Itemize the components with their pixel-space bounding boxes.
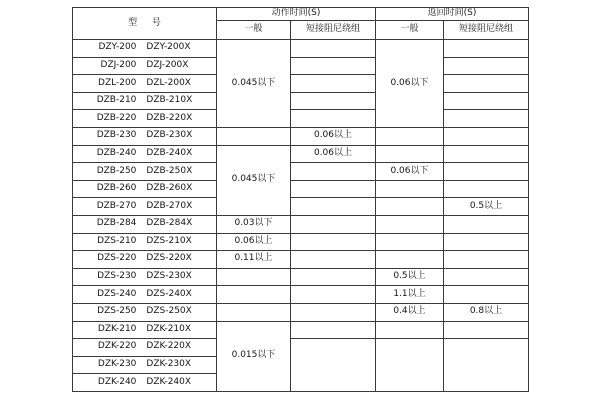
model-cell	[73, 251, 217, 269]
table-row	[73, 268, 529, 286]
model-cell	[73, 233, 217, 251]
cell-return-damping-empty	[444, 40, 529, 58]
model-name: DZB-220	[96, 112, 137, 123]
model-cell	[73, 286, 217, 304]
relay-spec-table	[72, 7, 529, 392]
model-name-x: DZB-270X	[146, 200, 193, 211]
model-name: DZJ-200	[100, 59, 137, 70]
cell-action-damping-empty	[291, 110, 376, 128]
cell-action-damping-empty	[291, 233, 376, 251]
model-cell	[73, 303, 217, 321]
model-name-x: DZB-240X	[146, 147, 193, 158]
table-row	[73, 92, 529, 110]
model-name: DZB-284	[96, 218, 137, 229]
cell-action-damping-empty	[291, 198, 376, 216]
cell-return-damping-empty	[444, 268, 529, 286]
model-cell	[73, 127, 217, 145]
model-cell	[73, 268, 217, 286]
cell-return-general-empty	[376, 127, 444, 145]
model-name: DZB-270	[96, 200, 137, 211]
cell-return-damping-empty	[444, 57, 529, 75]
model-name: DZS-250	[97, 306, 137, 317]
model-name: DZB-230	[96, 130, 137, 141]
model-name-x: DZK-230X	[146, 359, 192, 370]
cell-action-general-empty	[217, 268, 291, 286]
cell-action-damping-empty	[291, 57, 376, 75]
model-name-x: DZS-230X	[146, 271, 192, 282]
header-return-damping: 短接阻尼绕组	[444, 21, 529, 40]
table-row	[73, 127, 529, 145]
cell-action-damping-empty	[291, 286, 376, 304]
cell-action-general-empty	[217, 303, 291, 321]
cell-action-damping-empty	[291, 92, 376, 110]
model-name-x: DZB-220X	[146, 112, 193, 123]
model-cell	[73, 92, 217, 110]
cell-return-damping-empty	[444, 321, 529, 339]
model-name-x: DZJ-200X	[146, 59, 189, 70]
model-cell	[73, 339, 217, 357]
table-row	[73, 303, 529, 321]
table-row	[73, 57, 529, 75]
cell-action-general: 0.11以上	[217, 251, 291, 269]
cell-return-damping-empty	[444, 215, 529, 233]
model-cell	[73, 374, 217, 392]
table-row	[73, 251, 529, 269]
header-model: 型 号	[73, 8, 217, 40]
cell-return-damping: 0.8以上	[444, 303, 529, 321]
model-cell	[73, 57, 217, 75]
cell-action-general: 0.045以下	[217, 40, 291, 128]
model-name-x: DZK-240X	[146, 376, 192, 387]
cell-action-damping-empty	[291, 251, 376, 269]
model-cell	[73, 75, 217, 93]
model-name: DZS-220	[97, 253, 137, 264]
table-row	[73, 321, 529, 339]
table-header	[73, 8, 529, 40]
model-name: DZB-260	[96, 183, 137, 194]
cell-return-general-empty	[376, 321, 444, 339]
model-name: DZK-230	[97, 359, 137, 370]
model-cell	[73, 110, 217, 128]
model-name-x: DZL-200X	[146, 77, 191, 88]
cell-return-general: 0.06以下	[376, 163, 444, 181]
model-name-x: DZB-250X	[146, 165, 193, 176]
table-body	[73, 40, 529, 392]
cell-action-general-empty	[217, 286, 291, 304]
model-name: DZL-200	[98, 77, 137, 88]
model-cell	[73, 356, 217, 374]
cell-return-general: 0.06以下	[376, 40, 444, 128]
model-name: DZS-210	[97, 235, 137, 246]
cell-return-general-empty	[376, 145, 444, 163]
model-cell	[73, 321, 217, 339]
model-name: DZB-250	[96, 165, 137, 176]
cell-action-damping-empty	[291, 163, 376, 181]
cell-action-damping-empty	[291, 303, 376, 321]
cell-return-general-empty	[376, 215, 444, 233]
cell-action-damping	[291, 339, 376, 392]
model-name-x: DZY-200X	[146, 42, 191, 53]
cell-action-damping-empty	[291, 180, 376, 198]
cell-return-damping-empty	[444, 110, 529, 128]
header-action-general: 一般	[217, 21, 291, 40]
cell-return-general: 1.1以上	[376, 286, 444, 304]
model-name: DZS-230	[97, 271, 137, 282]
cell-return-general: 0.4以上	[376, 303, 444, 321]
model-name: DZS-240	[97, 288, 137, 299]
cell-return-general	[376, 339, 444, 392]
cell-action-damping: 0.06以上	[291, 127, 376, 145]
header-action-time: 动作时间(S)	[217, 8, 376, 21]
cell-return-damping-empty	[444, 286, 529, 304]
model-cell	[73, 198, 217, 216]
table-row	[73, 110, 529, 128]
cell-return-general-empty	[376, 180, 444, 198]
cell-return-damping: 0.5以上	[444, 198, 529, 216]
cell-return-damping-empty	[444, 145, 529, 163]
cell-action-general: 0.03以下	[217, 215, 291, 233]
table-row	[73, 180, 529, 198]
model-cell	[73, 145, 217, 163]
table-row	[73, 339, 529, 357]
model-name-x: DZB-230X	[146, 130, 193, 141]
table-row	[73, 40, 529, 58]
cell-return-damping-empty	[444, 92, 529, 110]
model-name: DZK-210	[97, 323, 137, 334]
cell-return-damping-empty	[444, 163, 529, 181]
model-name: DZB-210	[96, 95, 137, 106]
model-name-x: DZB-260X	[146, 183, 193, 194]
model-name-x: DZS-220X	[146, 253, 192, 264]
cell-action-general: 0.015以下	[217, 321, 291, 391]
cell-action-damping: 0.06以上	[291, 145, 376, 163]
model-cell	[73, 40, 217, 58]
model-cell	[73, 215, 217, 233]
cell-action-damping-empty	[291, 268, 376, 286]
table-row	[73, 75, 529, 93]
model-name: DZK-240	[97, 376, 137, 387]
header-return-time: 返回时间(S)	[376, 8, 529, 21]
cell-action-damping-empty	[291, 215, 376, 233]
cell-return-damping-empty	[444, 233, 529, 251]
table-row	[73, 215, 529, 233]
table-row	[73, 233, 529, 251]
model-cell	[73, 180, 217, 198]
cell-action-general-empty	[217, 127, 291, 145]
cell-action-general: 0.045以下	[217, 145, 291, 215]
cell-action-damping-empty	[291, 321, 376, 339]
cell-return-damping-empty	[444, 251, 529, 269]
model-name-x: DZS-210X	[146, 235, 192, 246]
cell-return-damping-empty	[444, 75, 529, 93]
cell-return-general-empty	[376, 198, 444, 216]
model-cell	[73, 163, 217, 181]
model-name: DZB-240	[96, 147, 137, 158]
model-name-x: DZB-210X	[146, 95, 193, 106]
header-row-groups	[73, 8, 529, 21]
cell-return-damping-empty	[444, 127, 529, 145]
cell-action-damping-empty	[291, 75, 376, 93]
model-name-x: DZK-210X	[146, 323, 192, 334]
cell-return-general: 0.5以上	[376, 268, 444, 286]
cell-action-general: 0.06以上	[217, 233, 291, 251]
table-row	[73, 163, 529, 181]
model-name-x: DZB-284X	[146, 218, 193, 229]
model-name-x: DZK-220X	[146, 341, 192, 352]
header-return-general: 一般	[376, 21, 444, 40]
model-name: DZY-200	[98, 42, 137, 53]
model-name-x: DZS-240X	[146, 288, 192, 299]
cell-return-damping	[444, 339, 529, 392]
table-row	[73, 286, 529, 304]
cell-return-damping-empty	[444, 180, 529, 198]
cell-action-damping-empty	[291, 40, 376, 58]
cell-return-general-empty	[376, 251, 444, 269]
cell-return-general-empty	[376, 233, 444, 251]
table-row	[73, 198, 529, 216]
table-row	[73, 145, 529, 163]
model-name: DZK-220	[97, 341, 137, 352]
model-name-x: DZS-250X	[146, 306, 192, 317]
header-action-damping: 短接阻尼绕组	[291, 21, 376, 40]
